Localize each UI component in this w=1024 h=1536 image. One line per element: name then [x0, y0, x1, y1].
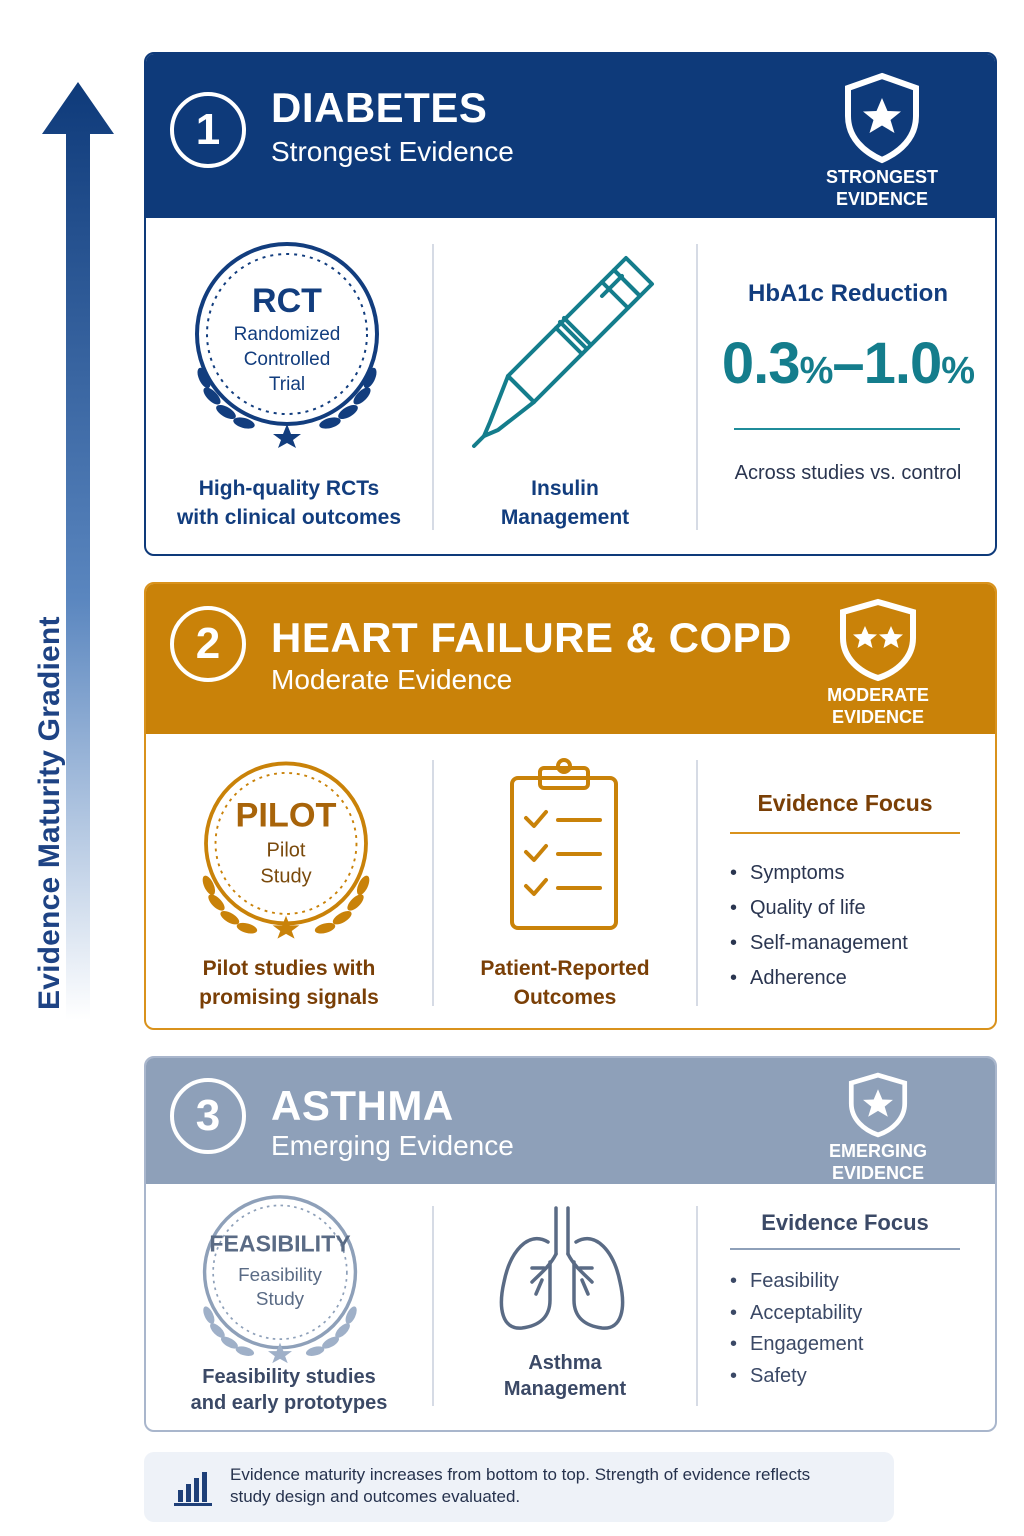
caption-line: Patient-Reported — [480, 957, 650, 980]
caption-line: Asthma — [528, 1352, 602, 1374]
tier-title: HEART FAILURE & COPD — [271, 614, 793, 661]
evidence-badge — [813, 598, 943, 728]
caption-line: Feasibility studies — [202, 1366, 376, 1388]
tier-number: 3 — [170, 1078, 246, 1154]
seal-line-1: Randomized — [233, 324, 341, 345]
seal-line-3: Trial — [268, 374, 306, 395]
tier-body — [146, 1184, 995, 1430]
tier-subtitle: Emerging Evidence — [271, 1130, 514, 1161]
list-item: • Self-management — [728, 926, 908, 961]
focus-area-column — [434, 218, 696, 554]
tier-header — [146, 54, 995, 218]
focus-area-column — [434, 734, 696, 1028]
focus-list — [728, 1266, 863, 1392]
tier-title: DIABETES — [271, 84, 488, 131]
metric-high: 1.0 — [863, 331, 942, 396]
study-type-caption — [146, 474, 432, 532]
seal-line-2: Controlled — [243, 349, 331, 370]
caption-line: Management — [500, 506, 630, 529]
bar-chart-icon — [174, 1470, 212, 1506]
evidence-badge — [817, 72, 947, 210]
badge-line-1: MODERATE — [827, 685, 929, 705]
badge-line-1: EMERGING — [828, 1141, 927, 1161]
tier-subtitle: Strongest Evidence — [271, 136, 514, 167]
list-item: • Feasibility — [728, 1266, 863, 1298]
caption-line: High-quality RCTs — [198, 477, 380, 500]
metric-title: HbA1c Reduction — [747, 280, 948, 307]
metric-divider — [734, 428, 960, 430]
evidence-badge — [813, 1072, 943, 1184]
seal-heading: RCT — [252, 282, 322, 320]
focus-area-caption — [434, 954, 696, 1012]
caption-line: Pilot studies with — [202, 957, 376, 980]
caption-line: with clinical outcomes — [176, 506, 402, 529]
evidence-focus-column — [698, 1184, 997, 1430]
metric-low: 0.3 — [721, 331, 800, 396]
shield-star-icon — [845, 1072, 911, 1138]
focus-area-caption — [434, 474, 696, 532]
shield-two-stars-icon — [837, 598, 919, 682]
tier-diabetes — [144, 52, 997, 556]
footer-text — [230, 1464, 880, 1508]
seal-heading: FEASIBILITY — [209, 1230, 351, 1257]
caption-line: promising signals — [199, 986, 379, 1009]
seal-line-2: Study — [255, 1287, 305, 1309]
panel-title: Evidence Focus — [761, 1210, 929, 1235]
list-item: • Quality of life — [728, 891, 908, 926]
shield-star-icon — [842, 72, 922, 164]
outcome-metric-column — [698, 218, 997, 554]
footer-line: study design and outcomes evaluated. — [230, 1487, 521, 1506]
seal-line-1: Pilot — [266, 839, 306, 862]
badge-line-2: EVIDENCE — [831, 1163, 925, 1183]
seal-heading: PILOT — [235, 796, 337, 835]
caption-line: and early prototypes — [190, 1392, 388, 1414]
study-type-column — [146, 734, 432, 1028]
panel-title: Evidence Focus — [757, 790, 933, 816]
study-type-caption — [146, 1364, 432, 1416]
panel-divider — [730, 832, 960, 834]
study-type-column — [146, 218, 432, 554]
insulin-pen-icon — [464, 246, 664, 456]
tier-body — [146, 734, 995, 1028]
footer-note — [144, 1452, 894, 1522]
tier-number: 1 — [170, 92, 246, 168]
clipboard-checklist-icon — [504, 756, 624, 936]
rct-seal-icon — [182, 238, 392, 448]
caption-line: Management — [503, 1378, 627, 1400]
focus-area-column — [434, 1184, 696, 1430]
metric-dash: – — [832, 331, 864, 396]
seal-line-2: Study — [260, 865, 312, 888]
panel-divider — [730, 1248, 960, 1250]
caption-line: Insulin — [531, 477, 599, 500]
metric-unit: % — [941, 350, 975, 392]
feasibility-seal-icon — [190, 1190, 370, 1370]
tier-heart-failure-copd — [144, 582, 997, 1030]
tier-asthma — [144, 1056, 997, 1432]
metric-unit: % — [799, 350, 833, 392]
list-item: • Symptoms — [728, 856, 908, 891]
badge-line-2: EVIDENCE — [831, 707, 925, 727]
axis-label: Evidence Maturity Gradient — [33, 616, 66, 1010]
metric-note: Across studies vs. control — [734, 462, 962, 484]
metric-value — [698, 330, 997, 397]
tier-subtitle: Moderate Evidence — [271, 664, 513, 695]
list-item: • Acceptability — [728, 1298, 863, 1330]
footer-line: Evidence maturity increases from bottom to top. Strength of evidence reflects — [230, 1465, 811, 1484]
tier-header — [146, 1058, 995, 1184]
tier-number: 2 — [170, 606, 246, 682]
tier-header — [146, 584, 995, 734]
focus-area-caption — [434, 1350, 696, 1402]
pilot-seal-icon — [186, 752, 386, 952]
seal-line-1: Feasibility — [238, 1263, 322, 1285]
tier-title: ASTHMA — [271, 1082, 454, 1129]
tier-body — [146, 218, 995, 554]
list-item: • Engagement — [728, 1329, 863, 1361]
evidence-focus-column — [698, 734, 997, 1028]
badge-line-1: STRONGEST — [825, 167, 938, 187]
list-item: • Safety — [728, 1361, 863, 1393]
focus-list — [728, 856, 908, 996]
study-type-caption — [146, 954, 432, 1012]
caption-line: Outcomes — [513, 986, 617, 1009]
study-type-column — [146, 1184, 432, 1430]
list-item: • Adherence — [728, 961, 908, 996]
lungs-icon — [492, 1202, 632, 1342]
badge-line-2: EVIDENCE — [835, 189, 929, 209]
